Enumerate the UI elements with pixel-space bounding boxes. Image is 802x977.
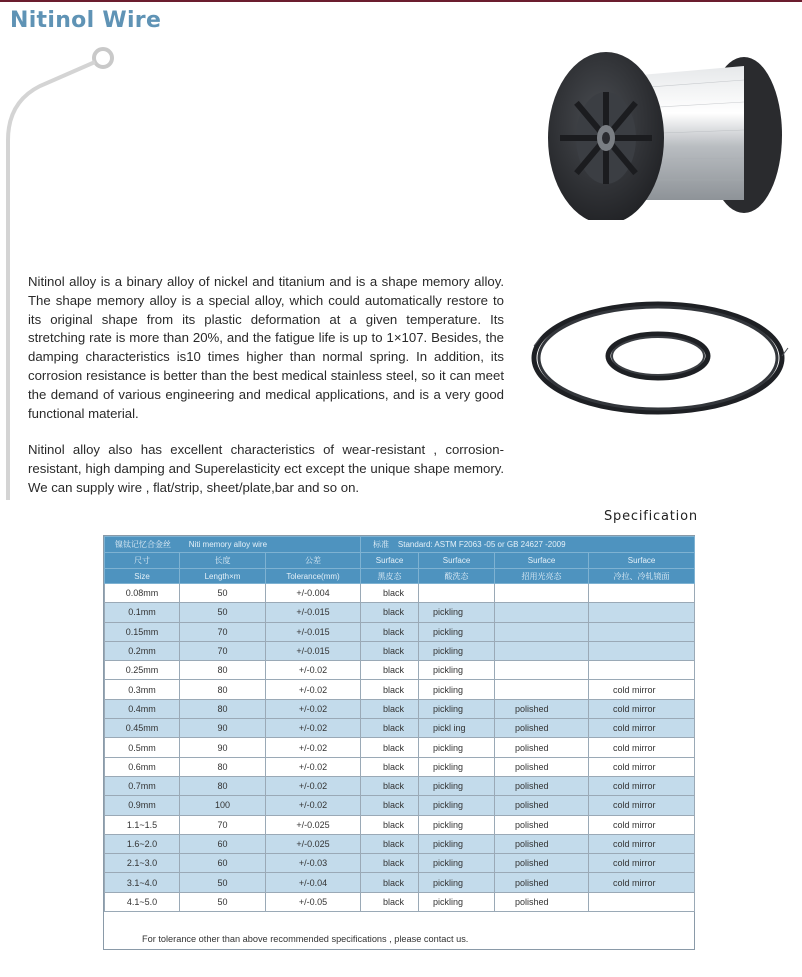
length-cell: 50 — [180, 873, 266, 892]
surface-pickling-cell: pickling — [419, 815, 495, 834]
surface-black-cell: black — [361, 854, 419, 873]
length-cell: 100 — [180, 796, 266, 815]
table-row — [105, 699, 695, 718]
column-header-en: Size — [105, 569, 180, 584]
column-header-cn: 长度 — [180, 553, 266, 569]
page-title: Nitinol Wire — [10, 8, 162, 33]
tolerance-cell: +/-0.025 — [266, 815, 361, 834]
table-header-row — [105, 569, 695, 584]
surface-cold-mirror-cell: cold mirror — [589, 719, 695, 738]
length-cell: 80 — [180, 757, 266, 776]
size-cell: 0.9mm — [105, 796, 180, 815]
surface-polished-cell: polished — [495, 873, 589, 892]
surface-black-cell: black — [361, 719, 419, 738]
length-cell: 80 — [180, 699, 266, 718]
length-cell: 90 — [180, 738, 266, 757]
table-footnote: For tolerance other than above recommended specifications , please contact us. — [142, 934, 469, 944]
size-cell: 0.08mm — [105, 584, 180, 603]
table-row — [105, 584, 695, 603]
length-cell: 60 — [180, 854, 266, 873]
surface-cold-mirror-cell: cold mirror — [589, 854, 695, 873]
surface-pickling-cell: pickling — [419, 641, 495, 660]
table-row — [105, 776, 695, 795]
tolerance-cell: +/-0.015 — [266, 622, 361, 641]
surface-pickling-cell: pickling — [419, 661, 495, 680]
table-row — [105, 661, 695, 680]
surface-black-cell: black — [361, 834, 419, 853]
surface-pickling-cell: pickling — [419, 796, 495, 815]
surface-black-cell: black — [361, 738, 419, 757]
table-row — [105, 796, 695, 815]
column-header-en: 冷拉、冷轧镜面 — [589, 569, 695, 584]
tolerance-cell: +/-0.05 — [266, 892, 361, 911]
surface-polished-cell: polished — [495, 776, 589, 795]
size-cell: 0.3mm — [105, 680, 180, 699]
surface-cold-mirror-cell — [589, 603, 695, 622]
surface-polished-cell: polished — [495, 892, 589, 911]
surface-cold-mirror-cell: cold mirror — [589, 834, 695, 853]
surface-polished-cell: polished — [495, 757, 589, 776]
surface-pickling-cell: pickling — [419, 873, 495, 892]
tolerance-cell: +/-0.015 — [266, 641, 361, 660]
tolerance-cell: +/-0.004 — [266, 584, 361, 603]
table-row — [105, 834, 695, 853]
tolerance-cell: +/-0.03 — [266, 854, 361, 873]
table-body — [105, 584, 695, 912]
surface-polished-cell — [495, 622, 589, 641]
surface-pickling-cell: pickling — [419, 603, 495, 622]
length-cell: 50 — [180, 603, 266, 622]
column-header-cn: Surface — [361, 553, 419, 569]
tolerance-cell: +/-0.02 — [266, 757, 361, 776]
surface-black-cell: black — [361, 641, 419, 660]
length-cell: 80 — [180, 680, 266, 699]
product-name-cn: 镍钛记忆合金丝 — [115, 540, 171, 549]
size-cell: 3.1~4.0 — [105, 873, 180, 892]
surface-pickling-cell: pickling — [419, 738, 495, 757]
column-header-cn: Surface — [419, 553, 495, 569]
surface-pickling-cell: pickl ing — [419, 719, 495, 738]
table-row — [105, 757, 695, 776]
column-header-en: Tolerance(mm) — [266, 569, 361, 584]
table-row — [105, 738, 695, 757]
tolerance-cell: +/-0.02 — [266, 680, 361, 699]
surface-polished-cell — [495, 661, 589, 680]
table-row — [105, 873, 695, 892]
surface-cold-mirror-cell: cold mirror — [589, 738, 695, 757]
surface-black-cell: black — [361, 584, 419, 603]
tolerance-cell: +/-0.02 — [266, 661, 361, 680]
surface-cold-mirror-cell: cold mirror — [589, 757, 695, 776]
product-name-en: Niti memory alloy wire — [188, 540, 268, 549]
table-header-row — [105, 537, 695, 553]
surface-polished-cell: polished — [495, 815, 589, 834]
wire-coil-image — [528, 296, 790, 426]
surface-cold-mirror-cell: cold mirror — [589, 776, 695, 795]
length-cell: 80 — [180, 661, 266, 680]
specification-table — [104, 536, 695, 912]
column-header-cn: 尺寸 — [105, 553, 180, 569]
table-product-header — [105, 537, 361, 553]
column-header-en: Length×m — [180, 569, 266, 584]
size-cell: 0.4mm — [105, 699, 180, 718]
column-header-en: 酸洗态 — [419, 569, 495, 584]
intro-paragraph: Nitinol alloy is a binary alloy of nickel and titanium and is a shape memory alloy. The shape memory alloy is a special alloy, which could automatically restore to its original shape from its plastic deformation at a given temperature. Its stretching rate is more than 20%, and the fatigue life is up to 1×107. Besides, the damping characteristics is10 times higher than normal spring. In addition, its corrosion resistance is better than the best medical stainless steel, so it can meet the demand of various engineering and medical applications, and is a very good functional material. — [28, 274, 504, 421]
column-header-cn: 公差 — [266, 553, 361, 569]
surface-black-cell: black — [361, 815, 419, 834]
length-cell: 90 — [180, 719, 266, 738]
surface-pickling-cell — [419, 584, 495, 603]
surface-polished-cell — [495, 680, 589, 699]
table-row — [105, 892, 695, 911]
surface-black-cell: black — [361, 680, 419, 699]
surface-black-cell: black — [361, 796, 419, 815]
size-cell: 0.1mm — [105, 603, 180, 622]
surface-black-cell: black — [361, 603, 419, 622]
wire-spool-image — [548, 40, 786, 220]
size-cell: 0.2mm — [105, 641, 180, 660]
table-row — [105, 815, 695, 834]
tolerance-cell: +/-0.04 — [266, 873, 361, 892]
tolerance-cell: +/-0.02 — [266, 776, 361, 795]
surface-polished-cell: polished — [495, 719, 589, 738]
surface-polished-cell: polished — [495, 796, 589, 815]
surface-black-cell: black — [361, 699, 419, 718]
table-header-row — [105, 553, 695, 569]
size-cell: 0.45mm — [105, 719, 180, 738]
surface-pickling-cell: pickling — [419, 834, 495, 853]
size-cell: 1.6~2.0 — [105, 834, 180, 853]
length-cell: 50 — [180, 584, 266, 603]
surface-black-cell: black — [361, 757, 419, 776]
surface-cold-mirror-cell: cold mirror — [589, 796, 695, 815]
surface-cold-mirror-cell: cold mirror — [589, 680, 695, 699]
surface-pickling-cell: pickling — [419, 680, 495, 699]
surface-black-cell: black — [361, 873, 419, 892]
surface-cold-mirror-cell: cold mirror — [589, 699, 695, 718]
intro-text — [28, 273, 504, 516]
table-standard-header — [361, 537, 695, 553]
table-row — [105, 680, 695, 699]
table-row — [105, 622, 695, 641]
surface-polished-cell: polished — [495, 699, 589, 718]
size-cell: 0.7mm — [105, 776, 180, 795]
size-cell: 4.1~5.0 — [105, 892, 180, 911]
surface-cold-mirror-cell: cold mirror — [589, 815, 695, 834]
intro-paragraph: Nitinol alloy also has excellent characteristics of wear-resistant , corrosion-resistant, high damping and Superelasticity ect except the unique shape memory. We can supply wire , flat/strip, sheet/plate,bar and so on. — [28, 442, 504, 495]
specification-box — [103, 535, 695, 950]
surface-pickling-cell: pickling — [419, 892, 495, 911]
table-row — [105, 641, 695, 660]
surface-black-cell: black — [361, 622, 419, 641]
column-header-en: 黑皮态 — [361, 569, 419, 584]
surface-polished-cell: polished — [495, 738, 589, 757]
size-cell: 2.1~3.0 — [105, 854, 180, 873]
table-row — [105, 603, 695, 622]
table-row — [105, 854, 695, 873]
column-header-en: 招用光亮态 — [495, 569, 589, 584]
surface-polished-cell — [495, 603, 589, 622]
tolerance-cell: +/-0.02 — [266, 796, 361, 815]
tolerance-cell: +/-0.025 — [266, 834, 361, 853]
length-cell: 70 — [180, 815, 266, 834]
surface-polished-cell — [495, 584, 589, 603]
surface-polished-cell — [495, 641, 589, 660]
specification-heading: Specification — [604, 509, 698, 524]
surface-black-cell: black — [361, 776, 419, 795]
length-cell: 60 — [180, 834, 266, 853]
size-cell: 0.5mm — [105, 738, 180, 757]
surface-polished-cell: polished — [495, 834, 589, 853]
surface-cold-mirror-cell — [589, 892, 695, 911]
surface-black-cell: black — [361, 892, 419, 911]
standard-text: Standard: ASTM F2063 -05 or GB 24627 -2009 — [397, 540, 566, 549]
surface-cold-mirror-cell: cold mirror — [589, 873, 695, 892]
size-cell: 1.1~1.5 — [105, 815, 180, 834]
surface-pickling-cell: pickling — [419, 699, 495, 718]
surface-cold-mirror-cell — [589, 584, 695, 603]
column-header-cn: Surface — [495, 553, 589, 569]
surface-black-cell: black — [361, 661, 419, 680]
surface-pickling-cell: pickling — [419, 622, 495, 641]
surface-pickling-cell: pickling — [419, 757, 495, 776]
table-row — [105, 719, 695, 738]
length-cell: 80 — [180, 776, 266, 795]
length-cell: 70 — [180, 622, 266, 641]
length-cell: 70 — [180, 641, 266, 660]
surface-pickling-cell: pickling — [419, 776, 495, 795]
size-cell: 0.25mm — [105, 661, 180, 680]
tolerance-cell: +/-0.02 — [266, 699, 361, 718]
tolerance-cell: +/-0.015 — [266, 603, 361, 622]
length-cell: 50 — [180, 892, 266, 911]
surface-cold-mirror-cell — [589, 661, 695, 680]
surface-cold-mirror-cell — [589, 641, 695, 660]
column-header-cn: Surface — [589, 553, 695, 569]
tolerance-cell: +/-0.02 — [266, 738, 361, 757]
tolerance-cell: +/-0.02 — [266, 719, 361, 738]
size-cell: 0.6mm — [105, 757, 180, 776]
surface-polished-cell: polished — [495, 854, 589, 873]
size-cell: 0.15mm — [105, 622, 180, 641]
surface-cold-mirror-cell — [589, 622, 695, 641]
standard-label-cn: 标准 — [373, 540, 390, 549]
surface-pickling-cell: pickling — [419, 854, 495, 873]
